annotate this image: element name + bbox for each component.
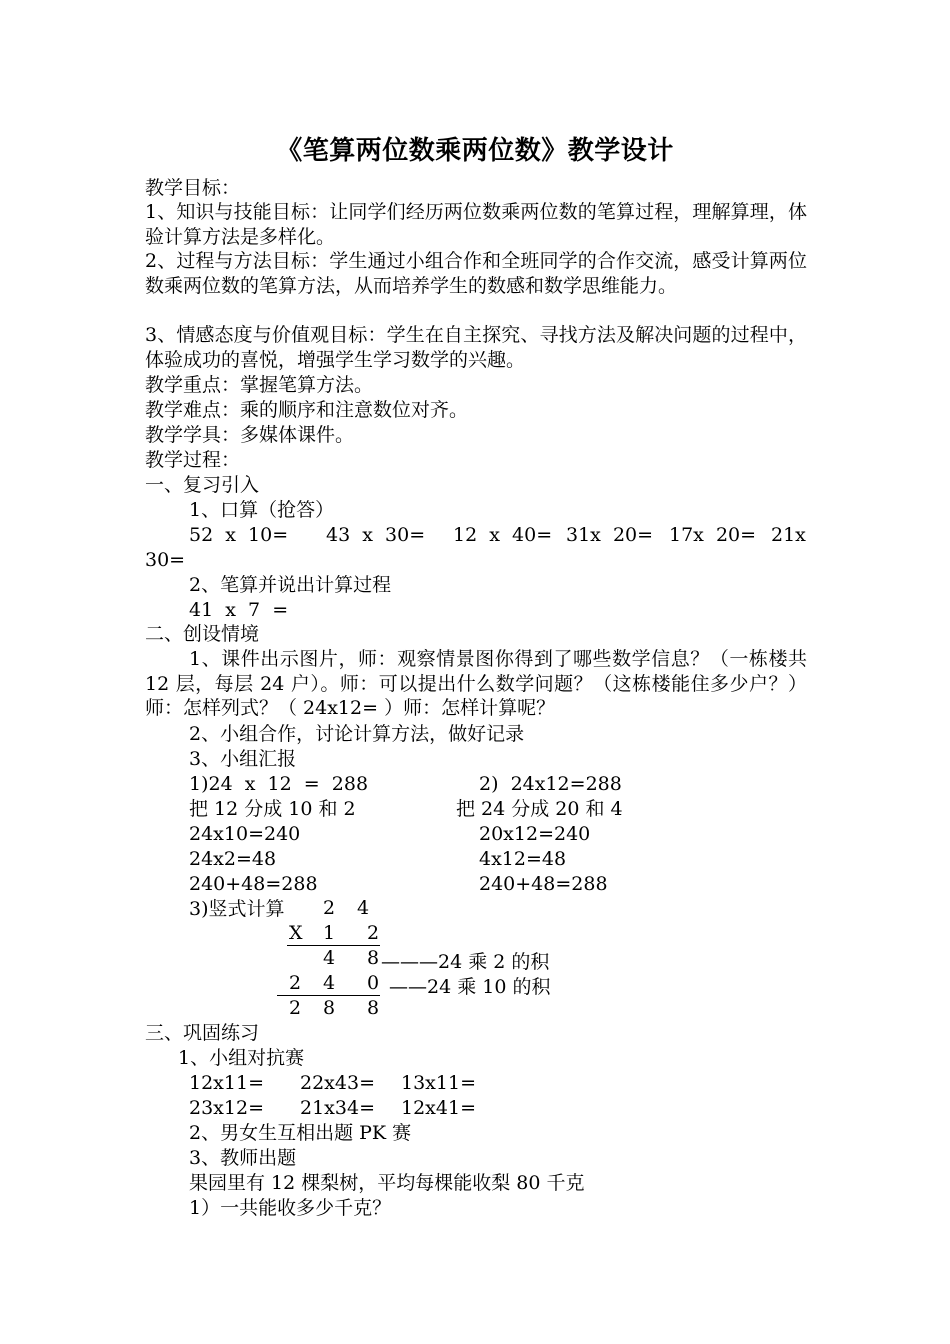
vertical-note: ———24 乘 2 的积 bbox=[381, 951, 550, 973]
digit: 1 bbox=[323, 922, 336, 944]
digit: 2 bbox=[289, 997, 302, 1019]
digit: 4 bbox=[323, 972, 336, 994]
objectives-heading: 教学目标： bbox=[145, 177, 241, 199]
method1-line: 240+48=288 bbox=[189, 873, 318, 895]
digit: 8 bbox=[323, 997, 336, 1019]
method2-line: 240+48=288 bbox=[479, 873, 608, 895]
digit: 8 bbox=[367, 947, 380, 969]
digit: 2 bbox=[367, 922, 380, 944]
method2-line: 4x12=48 bbox=[479, 848, 567, 870]
method2-line: 把 24 分成 20 和 4 bbox=[456, 798, 623, 820]
method1-line: 把 12 分成 10 和 2 bbox=[189, 798, 356, 820]
exercise-item: 21x34= bbox=[300, 1097, 375, 1119]
oral-wrap: 30= bbox=[145, 549, 186, 571]
contest-heading: 1、小组对抗赛 bbox=[178, 1047, 305, 1069]
question-1: 1）一共能收多少千克？ bbox=[189, 1197, 392, 1219]
teaching-tools: 教学学具：多媒体课件。 bbox=[145, 424, 355, 446]
oral-item: 12 x 40= bbox=[453, 524, 553, 546]
pk-heading: 2、男女生互相出题 PK 赛 bbox=[189, 1122, 412, 1144]
group-report: 3、小组汇报 bbox=[189, 748, 297, 770]
section3-heading: 三、巩固练习 bbox=[145, 1022, 260, 1044]
group-work: 2、小组合作，讨论计算方法，做好记录 bbox=[189, 723, 525, 745]
teacher-heading: 3、教师出题 bbox=[189, 1147, 297, 1169]
digit: 2 bbox=[289, 972, 302, 994]
digit: 8 bbox=[367, 997, 380, 1019]
method1-line: 24x2=48 bbox=[189, 848, 277, 870]
exercise-item: 12x11= bbox=[189, 1072, 264, 1094]
digit: 4 bbox=[323, 947, 336, 969]
digit: 4 bbox=[357, 897, 370, 919]
method2-line: 20x12=240 bbox=[479, 823, 591, 845]
process-heading: 教学过程： bbox=[145, 449, 241, 471]
digit: 2 bbox=[323, 897, 336, 919]
vertical-note: ——24 乘 10 的积 bbox=[389, 976, 551, 998]
oral-item: 17x 20= bbox=[669, 524, 757, 546]
vertical-rule bbox=[287, 945, 380, 946]
problem-text: 果园里有 12 棵梨树，平均每棵能收梨 80 千克 bbox=[189, 1172, 585, 1194]
digit: 0 bbox=[367, 972, 380, 994]
written-heading: 2、笔算并说出计算过程 bbox=[189, 574, 392, 596]
written-item: 41 x 7 = bbox=[189, 599, 289, 621]
section2-heading: 二、创设情境 bbox=[145, 623, 260, 645]
exercise-item: 22x43= bbox=[300, 1072, 375, 1094]
oral-item: 43 x 30= bbox=[326, 524, 426, 546]
key-point: 教学重点：掌握笔算方法。 bbox=[145, 374, 374, 396]
times-sign: X bbox=[289, 922, 303, 944]
exercise-item: 23x12= bbox=[189, 1097, 264, 1119]
objective-3: 3、情感态度与价值观目标：学生在自主探究、寻找方法及解决问题的过程中，体验成功的喜悦，增强学生学习数学的兴趣。 bbox=[145, 324, 807, 371]
method1-line: 24x10=240 bbox=[189, 823, 301, 845]
exercise-item: 12x41= bbox=[401, 1097, 476, 1119]
section1-heading: 一、复习引入 bbox=[145, 474, 260, 496]
method1-line: 1)24 x 12 = 288 bbox=[189, 773, 369, 795]
vertical-rule bbox=[277, 995, 380, 996]
oral-heading: 1、口算（抢答） bbox=[189, 499, 335, 521]
objective-1: 1、知识与技能目标：让同学们经历两位数乘两位数的笔算过程，理解算理，体验计算方法是多样化。 bbox=[145, 201, 807, 248]
document-title: 《笔算两位数乘两位数》教学设计 bbox=[276, 136, 674, 166]
situation-paragraph: 1、课件出示图片，师：观察情景图你得到了哪些数学信息？（一栋楼共 12 层，每层 24 户）。师：可以提出什么数学问题？（这栋楼能住多少户？）师：怎样列式？（ 24x12= ）师：怎样计算呢？ bbox=[145, 648, 807, 720]
oral-item: 21x bbox=[771, 524, 806, 546]
oral-item: 52 x 10= bbox=[189, 524, 289, 546]
difficulty: 教学难点：乘的顺序和注意数位对齐。 bbox=[145, 399, 469, 421]
exercise-item: 13x11= bbox=[401, 1072, 476, 1094]
objective-2: 2、过程与方法目标：学生通过小组合作和全班同学的合作交流，感受计算两位数乘两位数的笔算方法，从而培养学生的数感和数学思维能力。 bbox=[145, 250, 807, 297]
method2-line: 2) 24x12=288 bbox=[479, 773, 622, 795]
oral-item: 31x 20= bbox=[566, 524, 654, 546]
vertical-label: 3)竖式计算 bbox=[189, 898, 285, 920]
